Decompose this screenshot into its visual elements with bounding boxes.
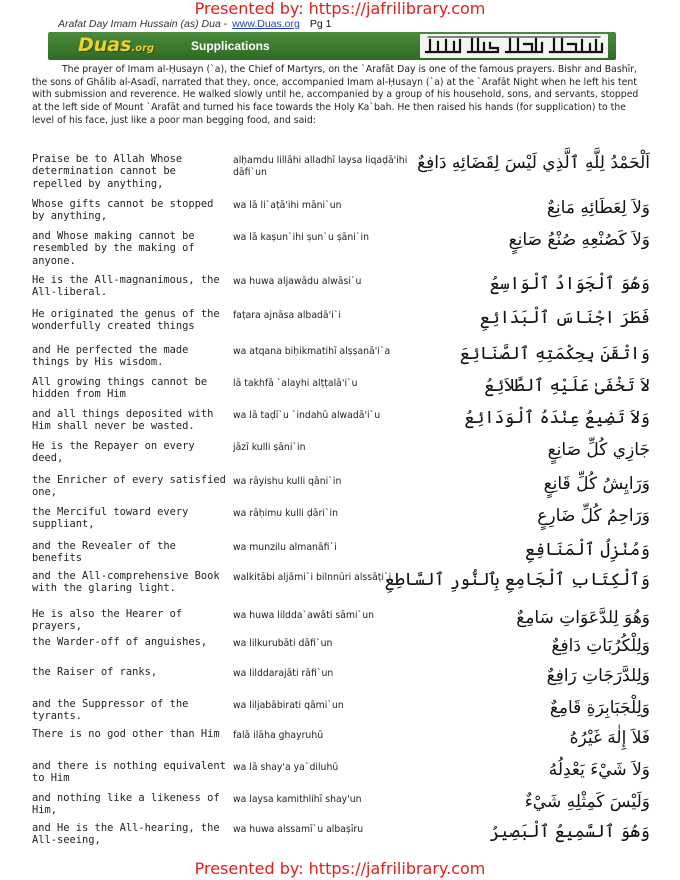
arabic-text: وَلِلْجَبَابِرَةِ قَامِعٌ (549, 698, 650, 718)
transliteration: wa rāyishu kulli qāni`in (233, 476, 342, 487)
transliteration: wa laysa kamithlihī shay'un (233, 794, 362, 805)
transliteration: wa lā taḍī`u `indahū alwadā'i`u (233, 410, 381, 421)
transliteration: jāzī kulli ṣāni`in (233, 442, 306, 453)
arabic-text: وَمُنْزِلُ ٱلْمَنَافِعِ (525, 540, 650, 560)
transliteration: wa atqana biḥikmatihī alṣṣanā'i`a (233, 346, 391, 357)
english-translation: There is no god other than Him (32, 728, 220, 740)
arabic-text: وَهُوَ ٱلْجَوَادُ ٱلْوَاسِعُ (489, 274, 650, 294)
english-translation: and the All-comprehensive Book with the glaring light. (32, 570, 220, 595)
transliteration: lā takhfā `alayhi alṭṭalā'i`u (233, 378, 358, 389)
english-translation: the Raiser of ranks, (32, 666, 158, 678)
arabic-text: وَلِلْكُرُبَاتِ دَافِعٌ (551, 636, 650, 656)
english-translation: and the Revealer of the benefits (32, 540, 176, 565)
arabic-text: وَلاَ شَيْءَ يَعْدِلُهُ (548, 760, 650, 780)
arabic-text: وَلاَ كَصُنْعِهِ صُنْعُ صَانِعٍ (508, 230, 650, 250)
transliteration: wa lilddarajāti rāfi`un (233, 668, 334, 679)
english-translation: He is the Repayer on every deed, (32, 440, 195, 465)
page-number: Pg 1 (309, 18, 332, 30)
transliteration: faṭara ajnāsa albadā'i`i (233, 310, 341, 321)
english-translation: He originated the genus of the wonderfully created things (32, 308, 220, 333)
document-header (58, 18, 331, 30)
transliteration: walkitābi aljāmi`i bilnnūri alssāṭi`i (233, 572, 392, 583)
transliteration: wa huwa lildda`awāti sāmi`un (233, 610, 374, 621)
english-translation: He is also the Hearer of prayers, (32, 608, 183, 633)
transliteration: wa liljabābirati qāmi`un (233, 700, 344, 711)
english-translation: and the Suppressor of the tyrants. (32, 698, 189, 723)
transliteration: wa huwa aljawādu alwāsi`u (233, 276, 362, 287)
english-translation: He is the All-magnanimous, the All-liberal. (32, 274, 220, 299)
english-translation: and all things deposited with Him shall never be wasted. (32, 408, 214, 433)
transliteration: wa lā kaṣun`ihi ṣun`u ṣāni`in (233, 232, 369, 243)
english-translation: and there is nothing equivalent to Him (32, 760, 226, 785)
arabic-text: لاَ تَخْفَىٰ عَلَيْهِ ٱلطَّلاَئِعُ (484, 376, 650, 396)
arabic-text: وَلَيْسَ كَمِثْلِهِ شَيْءٌ (524, 792, 650, 812)
presented-by-bottom[interactable]: Presented by: https://jafrilibrary.com (194, 859, 486, 878)
arabic-text: وَٱلْكِتَابِ ٱلْجَامِعِ بِٱلنُّورِ ٱلسَّاطِعِ (384, 570, 650, 590)
english-translation: Whose gifts cannot be stopped by anything, (32, 198, 214, 223)
transliteration: wa munzilu almanāfi`i (233, 542, 337, 553)
english-translation: and Whose making cannot be resembled by the making of anyone. (32, 230, 195, 267)
english-translation: and He is the All-hearing, the All-seeing, (32, 822, 220, 847)
transliteration: falā ilāha ghayruhū (233, 730, 324, 741)
duas-logo[interactable] (78, 34, 154, 56)
english-translation: and nothing like a likeness of Him, (32, 792, 220, 817)
arabic-text: اَلْحَمْدُ لِلَّهِ ٱلَّذِي لَيْسَ لِقَضَائِهِ دَافِعٌ (417, 153, 650, 173)
header-separator: - (220, 18, 231, 30)
presented-by-top[interactable]: Presented by: https://jafrilibrary.com (194, 0, 486, 18)
banner (48, 32, 616, 60)
transliteration: wa huwa alssamī`u albaṣīru (233, 824, 364, 835)
bismillah-calligraphy-icon (420, 34, 608, 58)
arabic-text: فَطَرَ اجْنَاسَ ٱلْبَدَائِعِ (479, 308, 650, 328)
english-translation: Praise be to Allah Whose determination cannot be repelled by anything, (32, 153, 183, 190)
arabic-text: وَهُوَ ٱلسَّمِيعُ ٱلْبَصِيرُ (489, 822, 650, 842)
english-translation: the Enricher of every satisfied one, (32, 474, 226, 499)
section-title: Supplications (191, 39, 270, 53)
transliteration: wa rāḥimu kulli ḍāri`in (233, 508, 338, 519)
arabic-text: وَلاَ تَضِيعُ عِنْدَهُ ٱلْوَدَائِعُ (464, 408, 650, 428)
arabic-text: وَلاَ لِعَطَائِهِ مَانِعٌ (546, 198, 650, 218)
transliteration: wa lā shay'a ya`diluhū (233, 762, 339, 773)
english-translation: and He perfected the made things by His wisdom. (32, 344, 189, 369)
transliteration: alḥamdu lillāhi alladhī laysa liqaḍā'ihi dāfi`un (233, 155, 408, 178)
arabic-text: وَاتْقَنَ بِحِكْمَتِهِ ٱلصَّنَائِعَ (459, 344, 650, 364)
arabic-text: وَرَايِشُ كُلِّ قَانِعٍ (543, 474, 650, 494)
logo-text: Duas (78, 34, 132, 56)
bismillah-calligraphy (420, 34, 608, 58)
intro-paragraph (32, 64, 648, 128)
site-link[interactable]: www.Duas.org (232, 18, 300, 30)
transliteration: wa lā li`aṭā'ihi māni`un (233, 200, 342, 211)
arabic-text: وَلِلدَّرَجَاتِ رَافِعٌ (546, 666, 650, 686)
logo-suffix: .org (131, 43, 155, 54)
arabic-text: جَازِي كُلِّ صَانِعٍ (547, 440, 650, 460)
arabic-text: وَرَاحِمُ كُلِّ ضَارِعٍ (537, 506, 650, 526)
intro-text: The prayer of Imam al-Ḥusayn (`a), the Chief of Martyrs, on the `Arafāt Day is one of the famous prayers. Bishr and Bashīr, the sons of Ghālib al-Asadī, narrated that they, once, accompanied Imam al-Ḥusayn (`a) at the `Arafāt Night when he left his tent with submission and reverence. He walked slowly until he, accompanied by a group of his household, sons, and servants, stopped at the left side of Mount `Arafāt and turned his face towards the Holy Ka`bah. He then raised his hands (for supplication) to the level of his face, just like a poor man begging food, and said: (32, 64, 639, 126)
english-translation: All growing things cannot be hidden from Him (32, 376, 208, 401)
english-translation: the Warder-off of anguishes, (32, 636, 208, 648)
english-translation: the Merciful toward every suppliant, (32, 506, 189, 531)
document-title: Arafat Day Imam Hussain (as) Dua (58, 18, 221, 30)
arabic-text: فَلاَ إِلٰهَ غَيْرُهُ (569, 728, 650, 748)
arabic-text: وَهُوَ لِلدَّعَوَاتِ سَامِعٌ (516, 608, 650, 628)
transliteration: wa lilkurubāti dāfi`un (233, 638, 333, 649)
